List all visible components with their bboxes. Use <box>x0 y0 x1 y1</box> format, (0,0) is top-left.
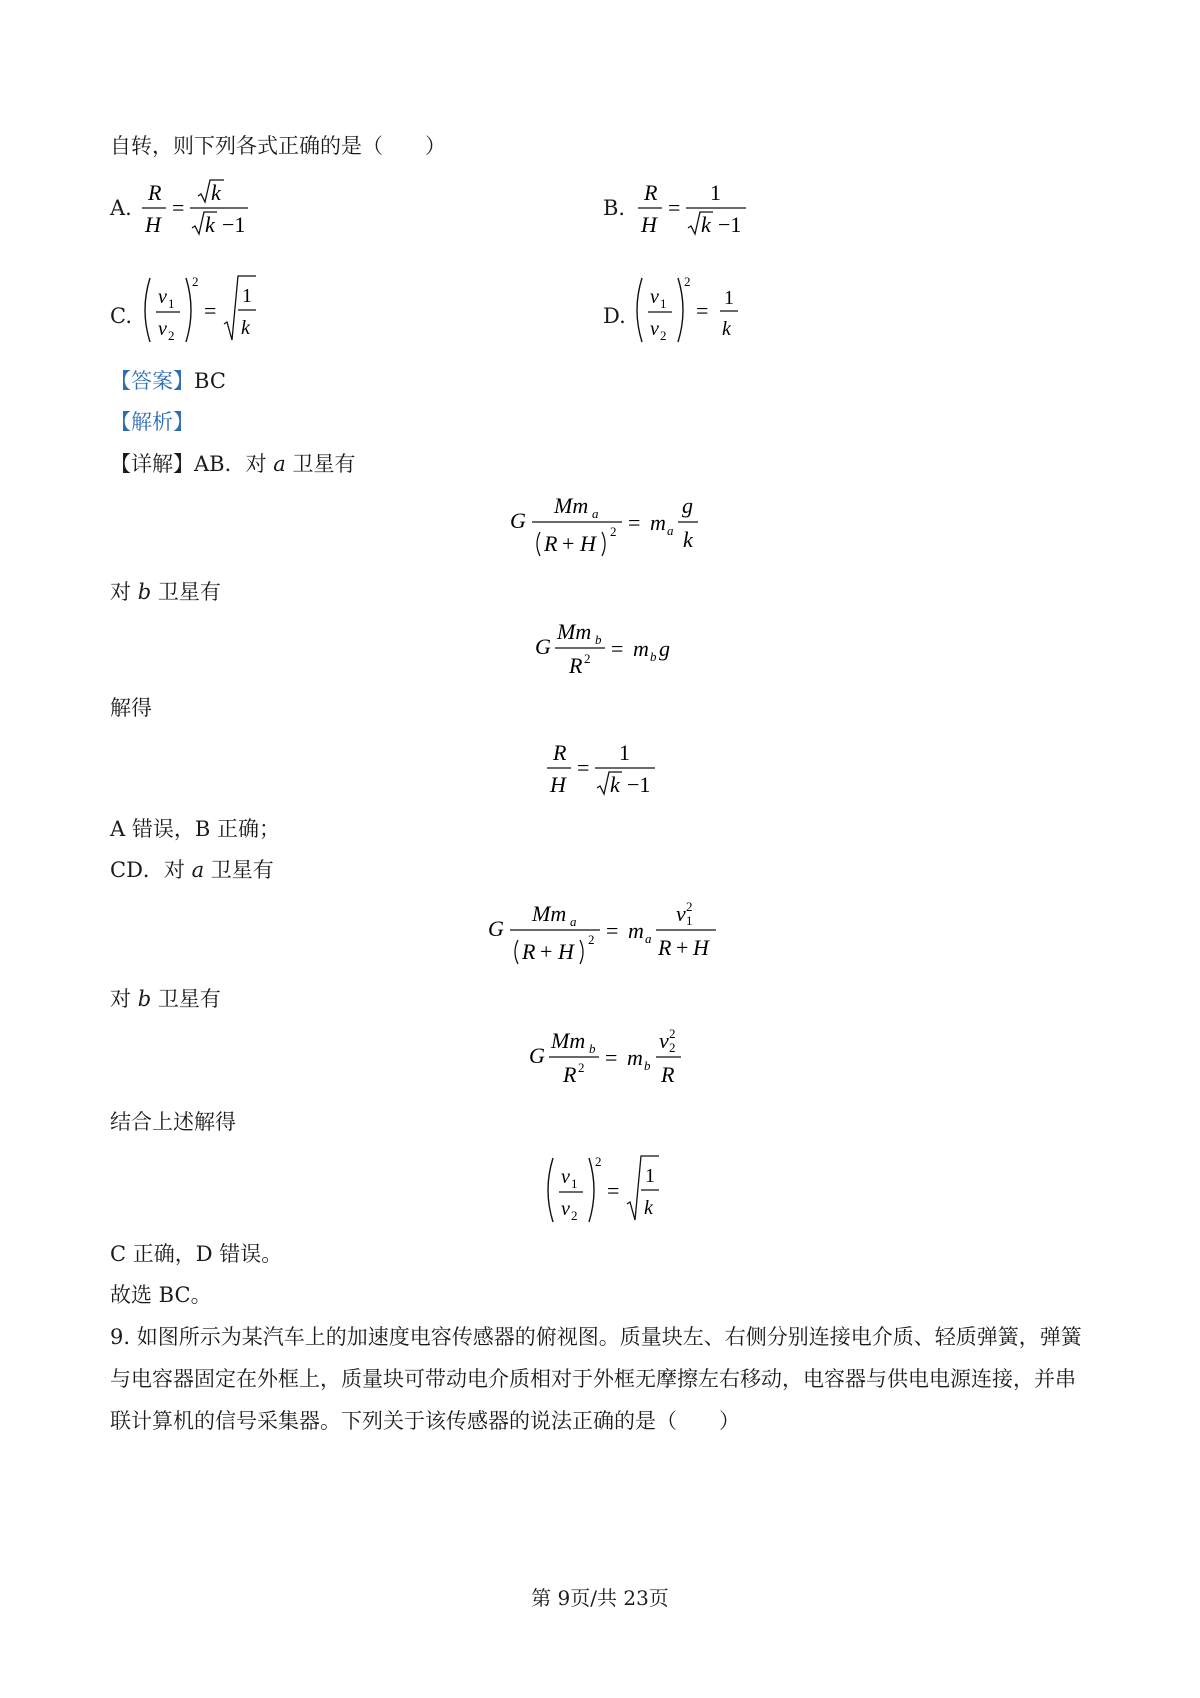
svg-text:R: R <box>148 180 162 205</box>
option-b-formula <box>636 176 746 246</box>
svg-text:v: v <box>650 318 659 340</box>
svg-text:=: = <box>628 510 641 535</box>
svg-text:k: k <box>211 180 221 205</box>
solve-line-1: 解得 <box>110 696 152 720</box>
svg-text:1: 1 <box>724 287 734 309</box>
answer-value: BC <box>194 369 226 393</box>
svg-text:1: 1 <box>168 296 175 311</box>
question-9-line-2: 与电容器固定在外框上，质量块可带动电介质相对于外框无摩擦左右移动，电容器与供电电源连接，并串 <box>110 1367 1076 1391</box>
equation-1 <box>510 492 710 562</box>
svg-text:a: a <box>570 914 577 929</box>
svg-text:Mm: Mm <box>557 619 592 644</box>
choose-line: 故选 BC。 <box>110 1283 212 1307</box>
b-sat1-var: b <box>137 580 152 604</box>
option-b-label: B. <box>603 196 626 220</box>
b-satellite-line-2 <box>110 985 221 1013</box>
cd-text-1: CD．对 <box>110 858 192 882</box>
svg-text:R: R <box>569 653 583 678</box>
svg-text:1: 1 <box>242 285 252 307</box>
svg-text:=: = <box>668 195 681 220</box>
svg-text:=: = <box>611 636 624 661</box>
b-sat2-var: b <box>137 987 152 1011</box>
svg-text:1: 1 <box>710 180 721 205</box>
question-9-line-3: 联计算机的信号采集器。下列关于该传感器的说法正确的是（ ） <box>110 1409 740 1433</box>
svg-text:k: k <box>610 772 620 797</box>
svg-text:=: = <box>605 1045 618 1070</box>
cd-text-2: 卫星有 <box>204 858 274 882</box>
svg-text:R: R <box>544 531 558 556</box>
analysis-tag: 【解析】 <box>110 410 194 434</box>
svg-text:m: m <box>633 636 649 661</box>
page-footer: 第 9页/共 23页 <box>531 1586 669 1610</box>
svg-text:k: k <box>205 212 215 237</box>
svg-text:=: = <box>172 195 185 220</box>
b-sat2-text-1: 对 <box>110 987 138 1011</box>
svg-text:b: b <box>644 1058 651 1073</box>
option-a-label: A. <box>110 196 132 220</box>
b-sat1-text-2: 卫星有 <box>151 580 221 604</box>
svg-text:=: = <box>607 1178 620 1203</box>
svg-text:2: 2 <box>192 274 199 289</box>
svg-text:2: 2 <box>578 1060 585 1075</box>
combine-line: 结合上述解得 <box>110 1110 236 1134</box>
svg-text:b: b <box>589 1041 596 1056</box>
svg-text:=: = <box>577 755 590 780</box>
cd-line <box>110 856 274 884</box>
conclusion-ab: A 错误，B 正确； <box>110 817 280 841</box>
svg-text:Mm: Mm <box>551 1028 586 1053</box>
svg-text:−1: −1 <box>627 772 651 797</box>
svg-text:1: 1 <box>660 296 667 311</box>
question-intro: 自转，则下列各式正确的是（ ） <box>110 134 446 158</box>
svg-text:a: a <box>645 931 652 946</box>
svg-text:v: v <box>158 318 167 340</box>
b-sat1-text-1: 对 <box>110 580 138 604</box>
svg-text:1: 1 <box>645 1165 655 1187</box>
option-c-formula <box>140 272 260 352</box>
equation-5 <box>529 1027 699 1097</box>
svg-text:m: m <box>650 510 666 535</box>
svg-text:2: 2 <box>660 328 667 343</box>
option-c-label: C. <box>110 304 132 328</box>
equation-3 <box>545 736 675 806</box>
svg-text:g: g <box>682 493 693 518</box>
svg-text:b: b <box>595 632 602 647</box>
svg-text:−1: −1 <box>222 212 246 237</box>
equation-4 <box>488 900 728 970</box>
svg-text:2: 2 <box>595 1154 602 1169</box>
svg-text:v: v <box>650 286 659 308</box>
svg-text:2: 2 <box>669 1026 676 1041</box>
svg-text:H: H <box>145 212 161 237</box>
svg-text:k: k <box>701 212 711 237</box>
svg-text:R: R <box>522 939 536 964</box>
svg-text:H: H <box>550 772 566 797</box>
analysis-line <box>110 408 194 436</box>
equation-6 <box>543 1152 673 1232</box>
svg-text:a: a <box>667 523 674 538</box>
svg-text:v: v <box>561 1198 570 1220</box>
svg-text:2: 2 <box>571 1208 578 1223</box>
svg-text:2: 2 <box>684 274 691 289</box>
svg-text:R: R <box>658 935 672 960</box>
option-d-label: D. <box>603 304 626 328</box>
svg-text:=: = <box>606 918 619 943</box>
svg-text:R: R <box>644 180 658 205</box>
svg-text:m: m <box>628 918 644 943</box>
svg-text:H: H <box>693 935 709 960</box>
svg-text:2: 2 <box>610 524 617 539</box>
svg-text:k: k <box>644 1197 653 1219</box>
detail-tag: 【详解】 <box>110 452 194 476</box>
svg-text:2: 2 <box>669 1040 676 1055</box>
svg-text:k: k <box>722 318 731 340</box>
svg-text:R: R <box>553 740 567 765</box>
svg-text:1: 1 <box>619 740 630 765</box>
svg-text:a: a <box>592 506 599 521</box>
svg-text:H: H <box>580 531 596 556</box>
svg-text:+: + <box>676 935 689 960</box>
option-d-formula <box>632 272 742 352</box>
detail-text-2: 卫星有 <box>285 452 356 476</box>
svg-text:G: G <box>535 634 551 659</box>
svg-text:Mm: Mm <box>532 901 567 926</box>
svg-text:k: k <box>241 317 250 339</box>
svg-text:H: H <box>641 212 657 237</box>
svg-text:H: H <box>558 939 574 964</box>
question-9-line-1: 9. 如图所示为某汽车上的加速度电容传感器的俯视图。质量块左、右侧分别连接电介质、轻质弹簧，弹簧 <box>110 1325 1082 1349</box>
svg-text:v: v <box>158 286 167 308</box>
svg-text:Mm: Mm <box>554 493 589 518</box>
svg-text:R: R <box>563 1062 577 1087</box>
svg-text:+: + <box>540 939 553 964</box>
detail-var-a: a <box>273 452 286 476</box>
answer-line <box>110 367 226 395</box>
svg-text:v: v <box>676 901 686 926</box>
svg-text:2: 2 <box>584 651 591 666</box>
svg-text:=: = <box>204 298 217 323</box>
svg-text:G: G <box>510 508 526 533</box>
svg-text:1: 1 <box>686 913 693 928</box>
svg-text:R: R <box>661 1062 675 1087</box>
svg-text:k: k <box>683 527 693 552</box>
b-satellite-line-1 <box>110 578 221 606</box>
svg-text:1: 1 <box>571 1176 578 1191</box>
svg-text:v: v <box>659 1028 669 1053</box>
b-sat2-text-2: 卫星有 <box>151 987 221 1011</box>
detail-text-1: AB．对 <box>194 452 274 476</box>
svg-text:b: b <box>650 649 657 664</box>
detail-line <box>110 450 356 478</box>
svg-text:G: G <box>488 916 504 941</box>
svg-text:g: g <box>659 636 670 661</box>
cd-var: a <box>191 858 205 882</box>
svg-text:2: 2 <box>686 899 693 914</box>
svg-text:−1: −1 <box>718 212 742 237</box>
svg-text:m: m <box>627 1045 643 1070</box>
svg-text:=: = <box>696 298 709 323</box>
svg-text:G: G <box>529 1043 545 1068</box>
svg-text:2: 2 <box>168 328 175 343</box>
svg-text:+: + <box>562 531 575 556</box>
svg-text:2: 2 <box>588 932 595 947</box>
svg-text:v: v <box>561 1166 570 1188</box>
equation-2 <box>535 618 685 678</box>
option-a-formula <box>140 176 250 246</box>
answer-tag: 【答案】 <box>110 369 194 393</box>
conclusion-cd: C 正确，D 错误。 <box>110 1242 283 1266</box>
